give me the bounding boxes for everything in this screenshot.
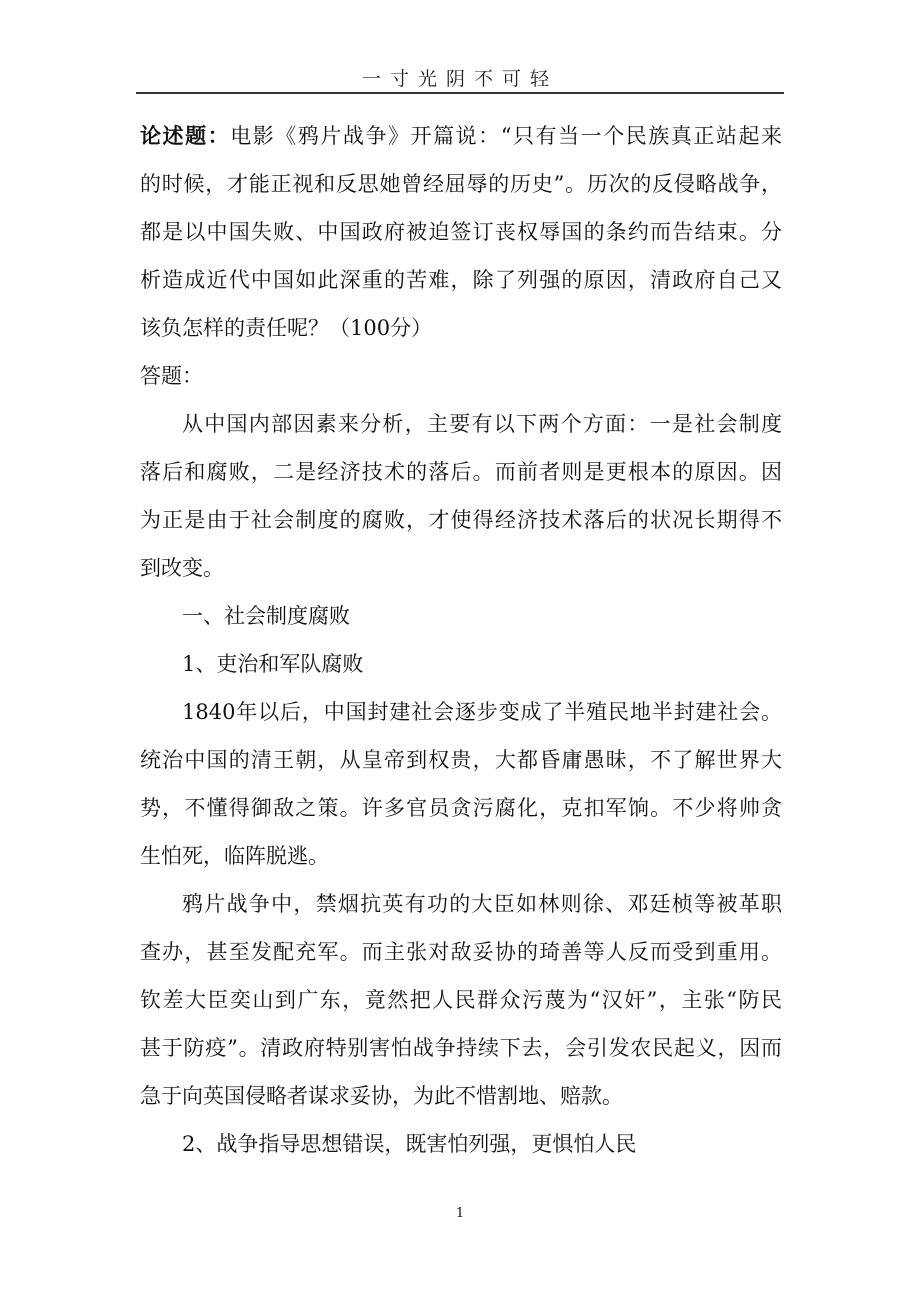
paragraph-line: 1840年以后，中国封建社会逐步变成了半殖民地半封建社会。: [182, 700, 782, 724]
paragraph-line: 钦差大臣奕山到广东，竟然把人民群众污蔑为“汉奸”，主张“防民: [140, 988, 782, 1012]
answer-label: 答题：: [140, 364, 203, 388]
subsection-heading: 2、战争指导思想错误，既害怕列强，更惧怕人民: [182, 1132, 637, 1156]
paragraph-line: 到改变。: [140, 556, 224, 580]
page-header: 一寸光阴不可轻: [361, 68, 558, 90]
question-label: 论述题：: [140, 123, 231, 148]
question-line: 析造成近代中国如此深重的苦难，除了列强的原因，清政府自己又: [140, 268, 782, 292]
document-body: [140, 112, 782, 1168]
subsection-heading: 1、吏治和军队腐败: [182, 652, 364, 676]
paragraph-line: 落后和腐败，二是经济技术的落后。而前者则是更根本的原因。因: [140, 460, 782, 484]
paragraph-line: 甚于防疫”。清政府特别害怕战争持续下去，会引发农民起义，因而: [140, 1036, 782, 1060]
paragraph-line: 为正是由于社会制度的腐败，才使得经济技术落后的状况长期得不: [140, 508, 782, 532]
question-line: 都是以中国失败、中国政府被迫签订丧权辱国的条约而告结束。分: [140, 220, 782, 244]
question-line: 的时候，才能正视和反思她曾经屈辱的历史”。历次的反侵略战争，: [140, 172, 782, 196]
header-rule: [136, 92, 784, 94]
paragraph-line: 从中国内部因素来分析，主要有以下两个方面：一是社会制度: [182, 412, 782, 436]
paragraph-line: 查办，甚至发配充军。而主张对敌妥协的琦善等人反而受到重用。: [140, 940, 782, 964]
section-heading: 一、社会制度腐败: [182, 604, 350, 628]
question-line: 该负怎样的责任呢？（100分）: [140, 316, 433, 340]
paragraph-line: 统治中国的清王朝，从皇帝到权贵，大都昏庸愚昧，不了解世界大: [140, 748, 782, 772]
page-number: 1: [455, 1206, 465, 1221]
paragraph-line: 鸦片战争中，禁烟抗英有功的大臣如林则徐、邓廷桢等被革职: [182, 892, 782, 916]
paragraph-line: 急于向英国侵略者谋求妥协，为此不惜割地、赔款。: [140, 1084, 623, 1108]
question-line: 论述题：电影《鸦片战争》开篇说：“只有当一个民族真正站起来: [140, 123, 783, 148]
paragraph-line: 势，不懂得御敌之策。许多官员贪污腐化，克扣军饷。不少将帅贪: [140, 796, 782, 820]
paragraph-line: 生怕死，临阵脱逃。: [140, 844, 329, 868]
